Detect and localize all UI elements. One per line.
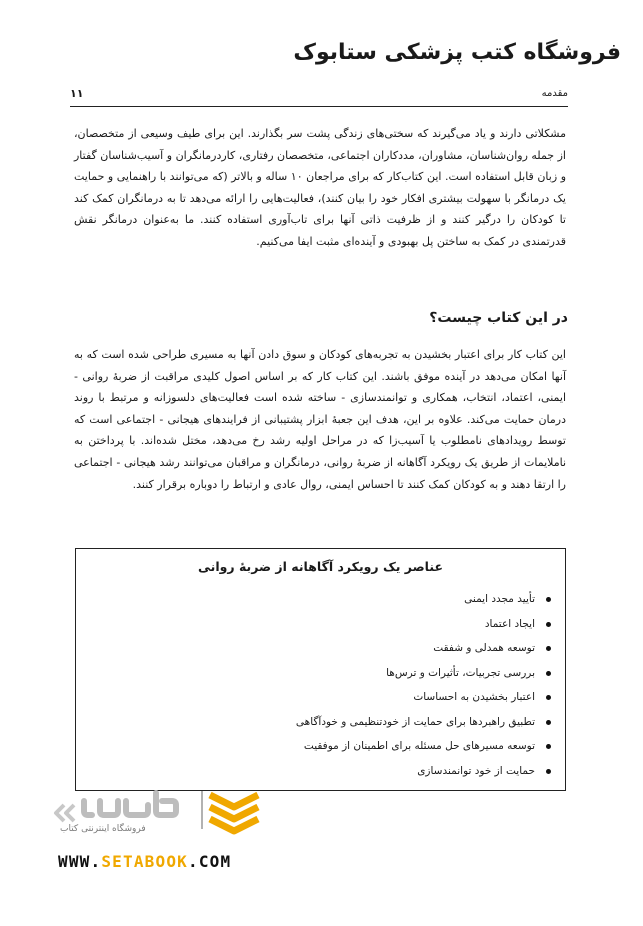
url-brand: SETABOOK — [101, 852, 189, 871]
store-title: فروشگاه کتب پزشکی ستابوک — [293, 40, 621, 65]
section-label: مقدمه — [541, 88, 568, 99]
box-title: عناصر یک رویکرد آگاهانه از ضربهٔ روانی — [198, 559, 443, 574]
url-prefix: WWW. — [58, 852, 102, 871]
elements-box — [75, 548, 566, 791]
bullet-icon — [546, 769, 551, 774]
bullet-icon — [546, 695, 551, 700]
list-item-text: بررسی تجربیات، تأثیرات و ترس‌ها — [386, 666, 535, 679]
url-suffix: .COM — [188, 852, 232, 871]
bullet-icon — [546, 744, 551, 749]
list-item — [296, 734, 551, 759]
list-item — [296, 636, 551, 661]
bullet-icon — [546, 622, 551, 627]
list-item — [296, 685, 551, 710]
setabook-logo-icon — [52, 783, 272, 843]
list-item-text: توسعه مسیرهای حل مسئله برای اطمینان از موفقیت — [303, 740, 535, 752]
list-item — [296, 710, 551, 735]
list-item — [296, 661, 551, 686]
elements-list — [296, 587, 551, 783]
list-item-text: تأیید مجدد ایمنی — [464, 593, 535, 605]
bullet-icon — [546, 597, 551, 602]
section-heading: در این کتاب چیست؟ — [429, 310, 568, 326]
body-paragraph: این کتاب کار برای اعتبار بخشیدن به تجربه‌های کودکان و سوق دادن آنها به مسیری طراحی شده است که به آنها امکان می‌دهد در آینده موفق باشند. این کتاب کار که بر اساس اصول کلیدی مراقبت از ضربهٔ روانی - ایمنی، اعتماد، انتخاب، همکاری و توانمندسازی - ساخته شده است فعالیت‌های دلسوزانه و مرتبط با روند درمان حمایت می‌کند. علاوه بر این، هدف این جعبهٔ ابزار پشتیبانی از فرایندهای هیجانی - اجتماعی است که توسط رویدادهای نامطلوب یا آسیب‌زا که در مراحل اولیه رشد رخ می‌دهد، مختل شده‌اند. با پرداختن به ناملایمات از طریق یک رویکرد آگاهانه از ضربهٔ روانی، درمانگران و مراقبان می‌توانند رشد هیجانی - اجتماعی را ارتقا دهند و به کودکان کمک کنند تا احساس ایمنی، روال عادی و ارتباط را دوباره برقرار کنند. — [74, 348, 566, 491]
list-item — [296, 587, 551, 612]
setabook-url — [58, 852, 231, 871]
list-item-text: توسعه همدلی و شفقت — [433, 642, 535, 654]
intro-paragraph: مشکلاتی دارند و یاد می‌گیرند که سختی‌های زندگی پشت سر بگذارند. این برای طیف وسیعی از متخصصان، از جمله روان‌شناسان، مشاوران، مددکاران اجتماعی، متخصصان رفتاری، کاردرمانگران و آسیب‌شناسان گفتار و زبان قابل استفاده است. این کتاب‌کار که برای مراجعان ۱۰ ساله و بالاتر (که می‌توانند با راهنمایی و حمایت یک درمانگر با سهولت بیشتری افکار خود را بیان کنند)، فعالیت‌هایی را ارائه می‌دهد تا به درمانگران کمک کند تا کودکان را درگیر کنند و از ظرفیت ذاتی آنها برای تاب‌آوری استفاده کنند. ما به‌عنوان درمانگر نقش قدرتمندی در کمک به ساختن پل بهبودی و آینده‌ای مثبت ایفا می‌کنیم. — [74, 127, 567, 248]
list-item-text: تطبیق راهبردها برای حمایت از خودتنظیمی و خودآگاهی — [295, 715, 535, 728]
list-item-text: حمایت از خود توانمندسازی — [417, 764, 535, 777]
list-item — [296, 759, 551, 784]
list-item-text: اعتبار بخشیدن به احساسات — [413, 691, 535, 703]
bullet-icon — [546, 671, 551, 676]
page-number: ۱۱ — [70, 87, 84, 100]
logo-tagline: فروشگاه اینترنتی کتاب — [60, 824, 146, 834]
list-item-text: ایجاد اعتماد — [484, 617, 535, 630]
bullet-icon — [546, 720, 551, 725]
page-header — [70, 86, 568, 107]
bullet-icon — [546, 646, 551, 651]
list-item — [296, 612, 551, 637]
